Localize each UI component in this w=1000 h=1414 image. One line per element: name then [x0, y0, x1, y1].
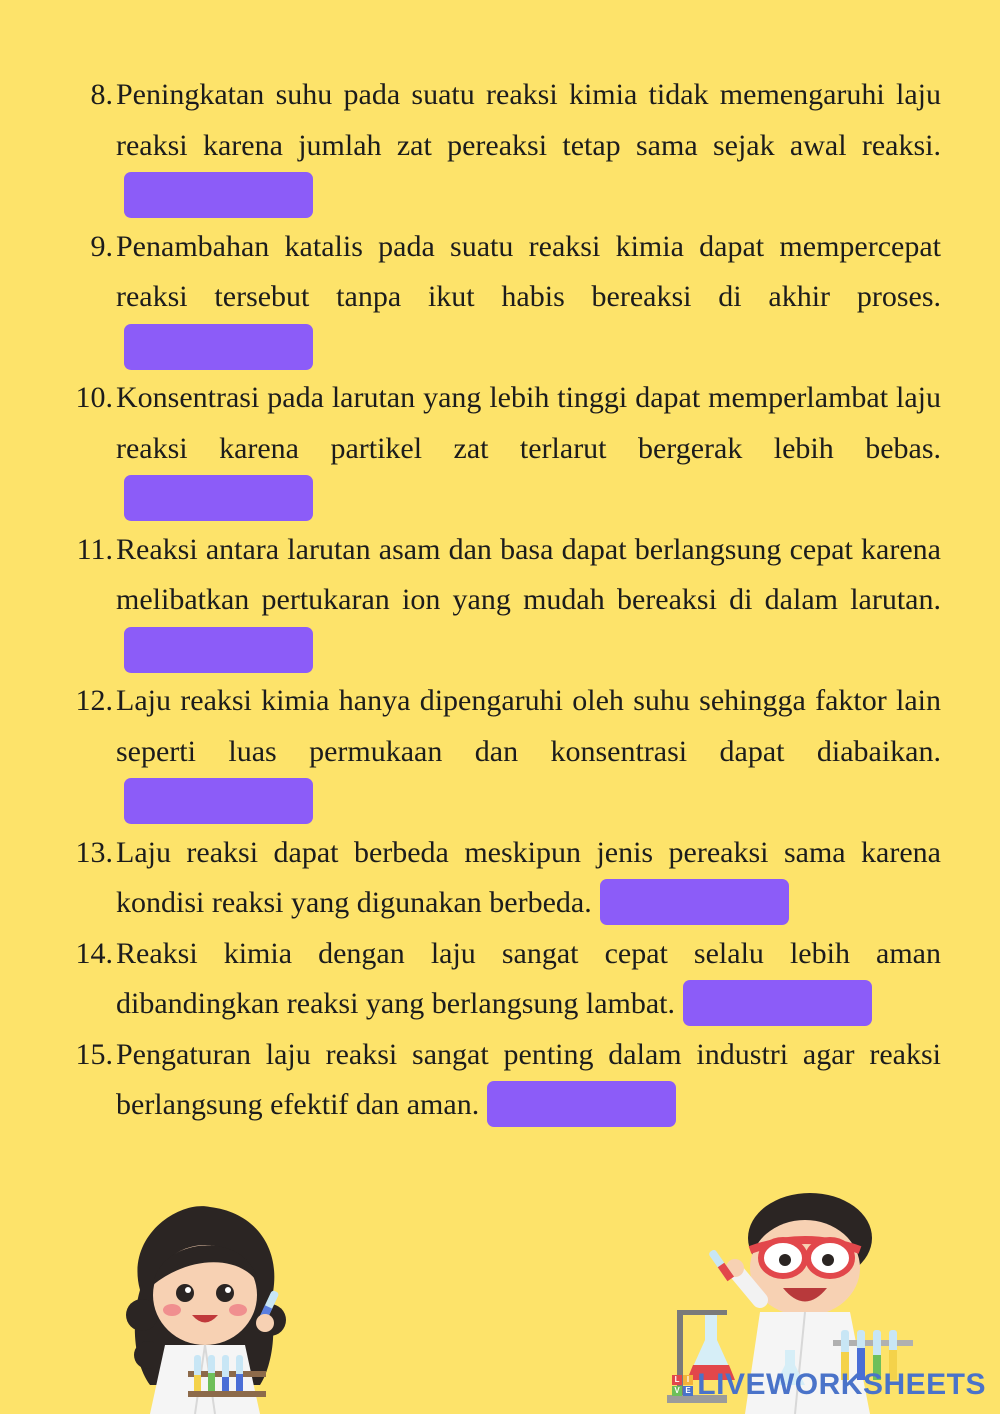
answer-input-12[interactable]: [124, 778, 313, 824]
question-number: 14.: [75, 936, 113, 970]
question-number: 15.: [75, 1037, 113, 1071]
question-text: Laju reaksi kimia hanya dipengaruhi oleh suhu sehingga faktor lain seperti luas permukaan dan konsentrasi dapat diabaikan.: [116, 684, 941, 768]
question-item-15: [0, 1030, 1000, 1131]
question-item-14: [0, 929, 1000, 1030]
answer-input-8[interactable]: [124, 172, 313, 218]
question-item-10: [0, 373, 1000, 525]
question-item-8: [0, 70, 1000, 222]
question-text: Reaksi antara larutan asam dan basa dapat berlangsung cepat karena melibatkan pertukaran ion yang mudah bereaksi di dalam larutan.: [116, 532, 941, 616]
question-text: Penambahan katalis pada suatu reaksi kimia dapat mempercepat reaksi tersebut tanpa ikut habis bereaksi di akhir proses.: [116, 229, 941, 313]
question-item-9: [0, 222, 1000, 374]
answer-input-13[interactable]: [600, 879, 789, 925]
answer-input-10[interactable]: [124, 475, 313, 521]
question-item-12: [0, 676, 1000, 828]
girl-scientist-icon: [120, 1195, 290, 1414]
question-text: Pengaturan laju reaksi sangat penting dalam industri agar reaksi berlangsung efektif dan aman.: [116, 1037, 941, 1121]
question-text: Peningkatan suhu pada suatu reaksi kimia tidak memengaruhi laju reaksi karena jumlah zat pereaksi tetap sama sejak awal reaksi.: [116, 78, 941, 162]
question-list: [0, 70, 1000, 1131]
question-number: 11.: [76, 532, 113, 566]
question-number: 9.: [90, 229, 113, 263]
brand-name: LIVEWORKSHEETS: [697, 1368, 986, 1401]
liveworksheets-logo-icon: L I V E: [672, 1375, 693, 1396]
brand-logo[interactable]: [672, 1368, 986, 1402]
question-number: 13.: [75, 835, 113, 869]
answer-input-11[interactable]: [124, 627, 313, 673]
question-number: 12.: [75, 684, 113, 717]
question-text: Konsentrasi pada larutan yang lebih tinggi dapat memperlambat laju reaksi karena partikel zat terlarut bergerak lebih bebas.: [116, 381, 941, 465]
answer-input-14[interactable]: [683, 980, 872, 1026]
question-text: Laju reaksi dapat berbeda meskipun jenis pereaksi sama karena kondisi reaksi yang digunakan berbeda.: [116, 835, 941, 919]
question-number: 10.: [75, 381, 113, 414]
question-text: Reaksi kimia dengan laju sangat cepat selalu lebih aman dibandingkan reaksi yang berlangsung lambat.: [116, 936, 941, 1020]
question-item-11: [0, 525, 1000, 677]
question-number: 8.: [90, 78, 113, 111]
answer-input-9[interactable]: [124, 324, 313, 370]
answer-input-15[interactable]: [487, 1081, 676, 1127]
question-item-13: [0, 828, 1000, 929]
